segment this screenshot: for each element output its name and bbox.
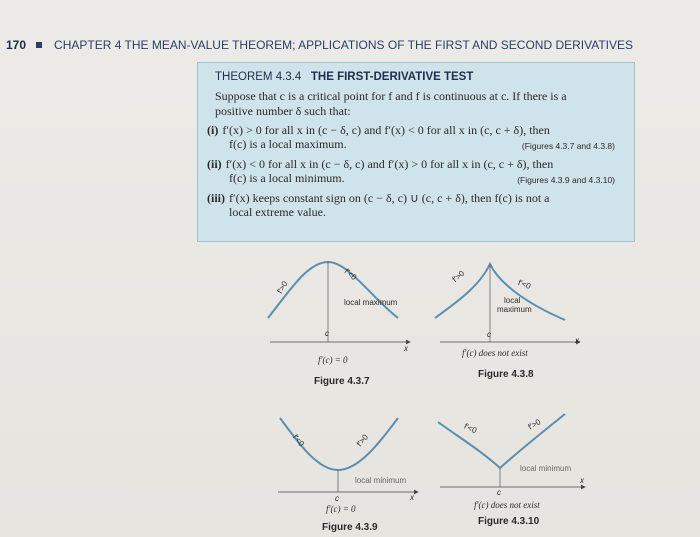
fig4310-caption: Figure 4.3.10 <box>478 516 540 527</box>
fig439-right-label: f′>0 <box>354 432 370 449</box>
item-roman: (i) <box>207 123 219 137</box>
fig438-right-label: f′<0 <box>516 278 532 291</box>
fig437-c-label: c <box>325 329 329 338</box>
curve <box>438 414 565 468</box>
fig439-caption: Figure 4.3.9 <box>322 522 378 533</box>
fig439-c-label: c <box>335 494 339 503</box>
page-number: 170 <box>6 38 27 52</box>
fig437-bottom-label: f′(c) = 0 <box>318 355 348 365</box>
item-line2: f(c) is a local minimum. <box>229 171 345 185</box>
fig437-left-label: f′>0 <box>275 279 290 296</box>
fig437-right-label: f′<0 <box>342 266 359 283</box>
fig439-extreme-label: local minimum <box>355 476 407 485</box>
chapter-title: CHAPTER 4 THE MEAN-VALUE THEOREM; APPLICATIONS OF THE FIRST AND SECOND DERIVATIVES <box>54 38 634 52</box>
fig438-left-label: f′>0 <box>450 268 467 285</box>
theorem-intro-line1: Suppose that c is a critical point for f and f is continuous at c. If there is a <box>215 89 567 103</box>
item-line2: f(c) is a local maximum. <box>229 137 347 151</box>
item-line1: f′(x) keeps constant sign on (c − δ, c) ∪ (c, c + δ), then f(c) is not a <box>229 191 550 205</box>
fig439-bottom-label: f′(c) = 0 <box>326 504 356 514</box>
fig438-c-label: c <box>487 330 491 339</box>
fig4310-extreme-label: local minimum <box>520 464 572 473</box>
theorem-title: THE FIRST-DERIVATIVE TEST <box>310 71 474 83</box>
theorem-number: THEOREM 4.3.4 <box>215 71 302 83</box>
fig4310-right-label: f′>0 <box>526 417 543 432</box>
item-roman: (iii) <box>207 191 225 205</box>
item-ref: (Figures 4.3.9 and 4.3.10) <box>517 175 615 185</box>
item-line1: f′(x) > 0 for all x in (c − δ, c) and f′(x) < 0 for all x in (c, c + δ), then <box>222 123 550 137</box>
item-line1: f′(x) < 0 for all x in (c − δ, c) and f′(x) > 0 for all x in (c, c + δ), then <box>225 157 554 171</box>
fig437-caption: Figure 4.3.7 <box>314 376 370 387</box>
fig4310-left-label: f′<0 <box>462 421 479 436</box>
fig437-extreme-label: local maximum <box>344 298 398 307</box>
fig438-extreme-label-1: local <box>504 296 521 305</box>
fig438-extreme-label-2: maximum <box>497 305 532 314</box>
fig439-left-label: f′<0 <box>290 432 306 449</box>
fig439-x-label: x <box>410 493 414 502</box>
fig438-bottom-label: f′(c) does not exist <box>462 348 528 358</box>
item-ref: (Figures 4.3.7 and 4.3.8) <box>521 141 615 151</box>
theorem-intro-line2: positive number δ such that: <box>215 104 351 118</box>
fig437-x-label: x <box>404 344 408 353</box>
figure-4-3-10-graph <box>438 414 585 487</box>
item-line2: local extreme value. <box>229 205 326 219</box>
fig4310-bottom-label: f′(c) does not exist <box>474 500 540 510</box>
fig4310-c-label: c <box>497 488 501 497</box>
fig438-x-label: x <box>575 336 579 345</box>
fig4310-x-label: x <box>580 476 584 485</box>
curve <box>268 262 398 318</box>
fig438-caption: Figure 4.3.8 <box>478 369 534 380</box>
item-roman: (ii) <box>207 157 222 171</box>
